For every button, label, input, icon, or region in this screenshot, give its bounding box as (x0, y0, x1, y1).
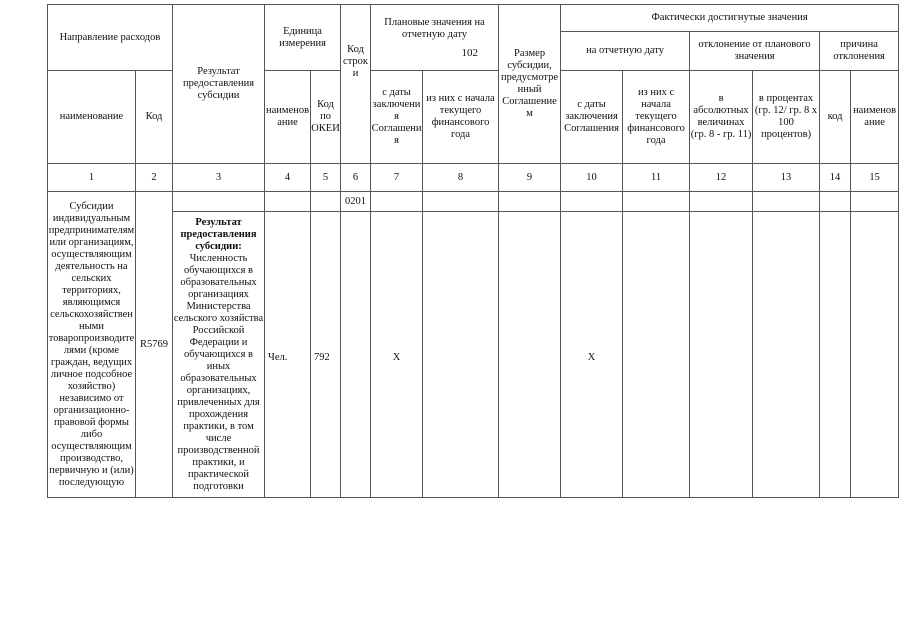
planned-from-agreement-cell: X (371, 212, 423, 498)
empty-cell (753, 192, 820, 212)
empty-cell (499, 212, 561, 498)
column-number: 5 (311, 164, 341, 192)
empty-cell (753, 212, 820, 498)
empty-cell (561, 192, 623, 212)
table-row (48, 192, 899, 212)
header-abs-values: в абсолютных величинах (гр. 8 - гр. 11) (690, 71, 753, 164)
column-number: 11 (623, 164, 690, 192)
column-number: 6 (341, 164, 371, 192)
header-planned (371, 5, 499, 71)
direction-name-cell: Субсидии индивидуальным предпринимателям или организациям, осуществляющим деятельность на сельских территориях, являющимся сельскохозяйственными товаропроизводителями (кроме граждан, ведущих личное подсобное хозяйство) независимо от организационно-правовой формы либо осуществляющим производство, первичную и (или) последующую (48, 192, 136, 498)
empty-cell (499, 192, 561, 212)
header-subsidy-size: Размер субсидии, предусмотренный Соглашением (499, 5, 561, 164)
direction-code-cell: R5769 (136, 192, 173, 498)
header-okei-code: Код по ОКЕИ (311, 71, 341, 164)
okei-cell: 792 (311, 212, 341, 498)
column-number: 7 (371, 164, 423, 192)
column-number-row (48, 164, 899, 192)
empty-cell (623, 212, 690, 498)
line-code-cell: 0201 (341, 192, 371, 212)
header-planned-ref: 102 (461, 46, 479, 59)
empty-cell (423, 192, 499, 212)
header-code: Код (136, 71, 173, 164)
column-number: 3 (173, 164, 265, 192)
header-actual: Фактически достигнутые значения (561, 5, 899, 32)
header-result: Результат предоставления субсидии (173, 5, 265, 164)
header-percent: в процентах (гр. 12/ гр. 8 х 100 процентов) (753, 71, 820, 164)
subsidy-report-table (47, 4, 899, 498)
column-number: 10 (561, 164, 623, 192)
header-deviation: отклонение от планового значения (690, 32, 820, 71)
header-reason-name: наименование (851, 71, 899, 164)
table-row (48, 212, 899, 498)
empty-cell (623, 192, 690, 212)
unit-name-cell: Чел. (265, 212, 311, 498)
column-number: 13 (753, 164, 820, 192)
empty-cell (690, 192, 753, 212)
result-cell (173, 212, 265, 498)
header-planned-label: Плановые значения на отчетную дату (384, 16, 485, 40)
header-from-year-start: из них с начала текущего финансового года (423, 71, 499, 164)
column-number: 15 (851, 164, 899, 192)
empty-cell (311, 192, 341, 212)
header-line-code: Код строки (341, 5, 371, 164)
empty-cell (341, 212, 371, 498)
header-from-agreement-date: с даты заключения Соглашения (371, 71, 423, 164)
column-number: 14 (820, 164, 851, 192)
column-number: 4 (265, 164, 311, 192)
result-title: Результат предоставления субсидии: (180, 216, 257, 252)
empty-cell (690, 212, 753, 498)
header-actual-from-year-start: из них с начала текущего финансового года (623, 71, 690, 164)
empty-cell (820, 192, 851, 212)
empty-cell (371, 192, 423, 212)
header-on-report-date: на отчетную дату (561, 32, 690, 71)
header-actual-from-agreement: с даты заключения Соглашения (561, 71, 623, 164)
column-number: 9 (499, 164, 561, 192)
empty-cell (265, 192, 311, 212)
header-direction: Направление расходов (48, 5, 173, 71)
header-reason-code: код (820, 71, 851, 164)
empty-cell (851, 192, 899, 212)
column-number: 1 (48, 164, 136, 192)
header-name: наименование (48, 71, 136, 164)
header-unit-name: наименование (265, 71, 311, 164)
column-number: 12 (690, 164, 753, 192)
empty-cell (851, 212, 899, 498)
actual-from-agreement-cell: X (561, 212, 623, 498)
empty-cell (820, 212, 851, 498)
result-text: Численность обучающихся в образовательных организациях Министерства сельского хозяйства Российской Федерации и обучающихся в иных образовательных организациях, привлеченных для прохождения практики, в том числе производственной практики, и практической подготовки (173, 252, 264, 492)
empty-cell (423, 212, 499, 498)
header-unit: Единица измерения (265, 5, 341, 71)
column-number: 8 (423, 164, 499, 192)
empty-cell (173, 192, 265, 212)
header-deviation-reason: причина отклонения (820, 32, 899, 71)
column-number: 2 (136, 164, 173, 192)
